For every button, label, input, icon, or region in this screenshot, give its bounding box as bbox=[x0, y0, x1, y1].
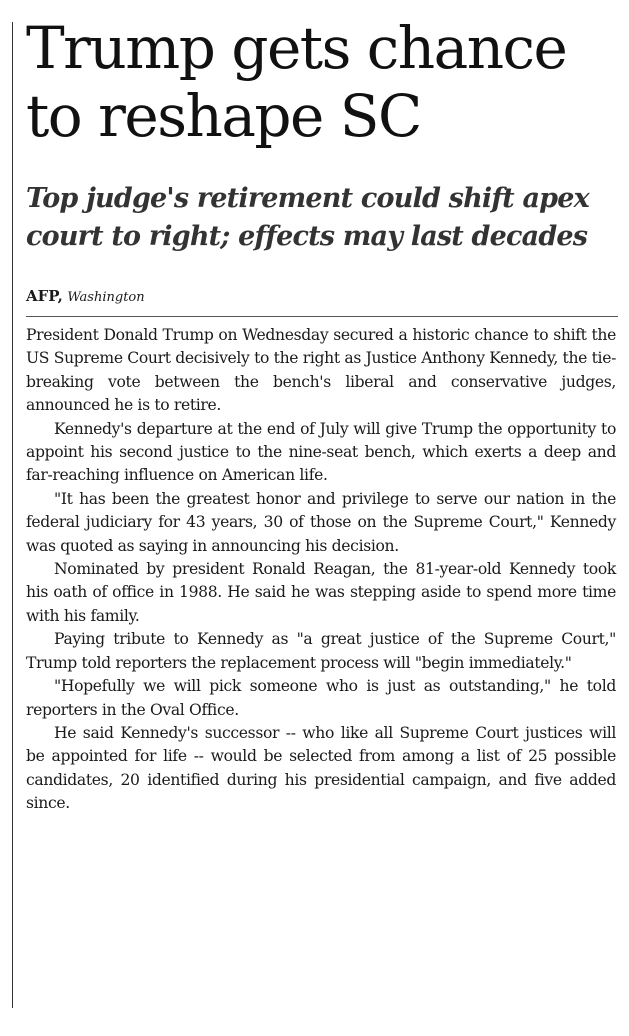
byline-divider bbox=[26, 316, 618, 317]
paragraph: He said Kennedy's successor -- who like all Supreme Court justices will be appointed for life -- would be selected from among a list of 25 possible candidates, 20 identified during his presidential campaign, and five added since. bbox=[26, 723, 616, 813]
byline-agency: AFP, bbox=[26, 287, 63, 305]
subheadline: Top judge's retirement could shift apex court to right; effects may last decades bbox=[26, 183, 589, 252]
paragraph: "Hopefully we will pick someone who is just as outstanding," he told reporters in the Oval Office. bbox=[26, 677, 616, 719]
left-column-rule bbox=[12, 22, 13, 1008]
byline bbox=[26, 286, 145, 308]
paragraph: Kennedy's departure at the end of July will give Trump the opportunity to appoint his second justice to the nine-seat bench, which exerts a deep and far-reaching influence on American life. bbox=[26, 419, 616, 485]
byline-location: Washington bbox=[67, 290, 145, 305]
article-body bbox=[26, 324, 616, 816]
paragraph: President Donald Trump on Wednesday secured a historic chance to shift the US Supreme Court decisively to the right as Justice Anthony Kennedy, the tie-breaking vote between the bench's liberal and conservative judges, announced he is to retire. bbox=[26, 326, 616, 415]
paragraph: Paying tribute to Kennedy as "a great justice of the Supreme Court," Trump told reporters the replacement process will "begin immediately." bbox=[26, 630, 616, 672]
paragraph: "It has been the greatest honor and privilege to serve our nation in the federal judiciary for 43 years, 30 of those on the Supreme Court," Kennedy was quoted as saying in announcing his decision. bbox=[26, 489, 616, 555]
headline: Trump gets chance to reshape SC bbox=[26, 14, 567, 150]
paragraph: Nominated by president Ronald Reagan, the 81-year-old Kennedy took his oath of office in 1988. He said he was stepping aside to spend more time with his family. bbox=[26, 560, 616, 625]
